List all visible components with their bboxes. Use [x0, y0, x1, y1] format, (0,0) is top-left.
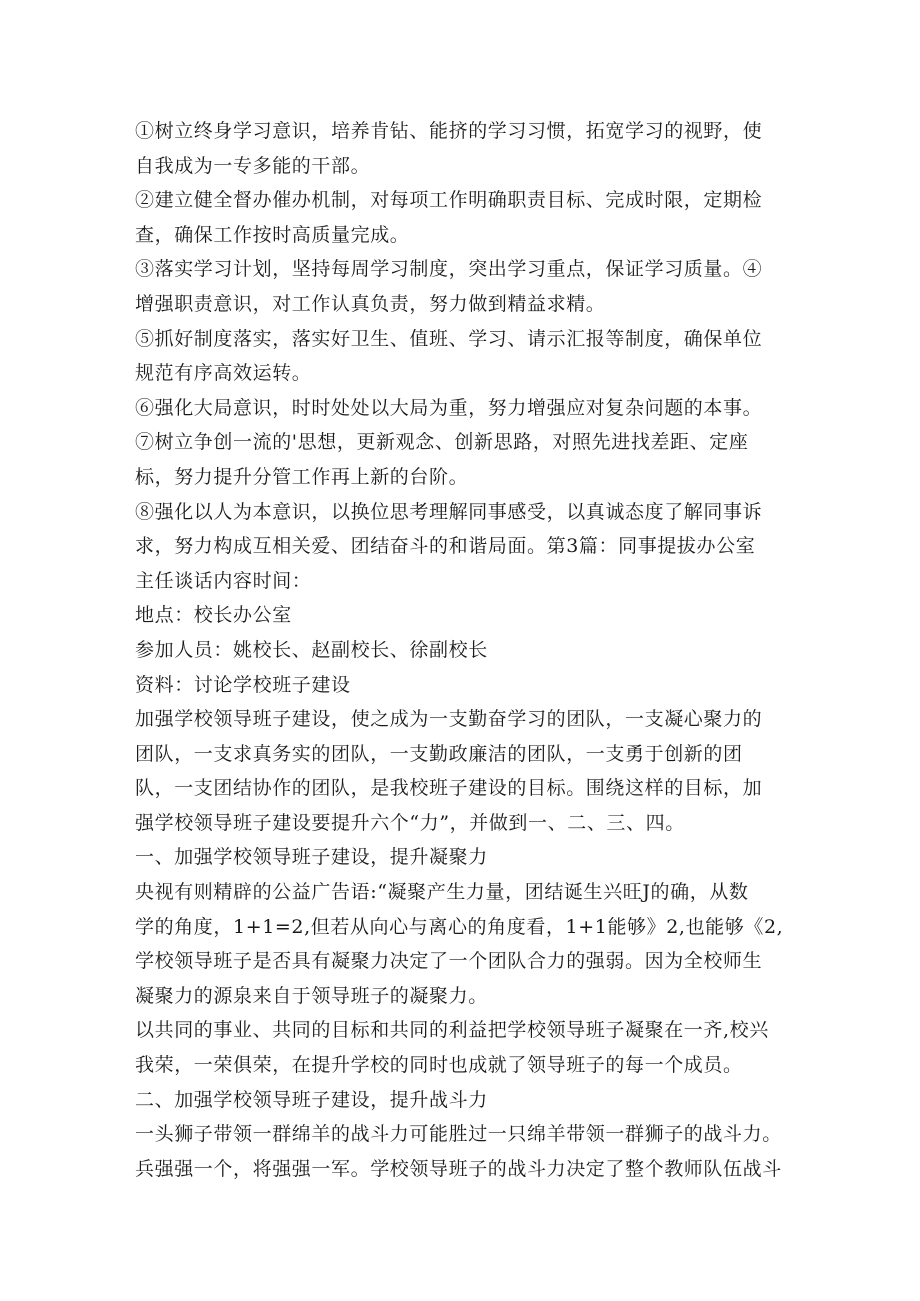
text-line: 学的角度，1+1=2,但若从向心与离心的角度看，1+1能够》2,也能够《2,	[135, 915, 784, 938]
text-line: ⑦树立争创一流的'思想，更新观念、创新思路，对照先进找差距、定座	[135, 431, 749, 454]
text-line: ⑥强化大局意识，时时处处以大局为重，努力增强应对复杂问题的本事。	[135, 396, 763, 419]
text-line: ③落实学习计划，坚持每周学习制度，突出学习重点，保证学习质量。④	[135, 258, 763, 281]
text-line: 加强学校领导班子建设，使之成为一支勤奋学习的团队，一支凝心聚力的	[135, 708, 763, 731]
text-line: ⑤抓好制度落实，落实好卫生、值班、学习、请示汇报等制度，确保单位	[135, 327, 763, 350]
text-line: 央视有则精辟的公益广告语:“凝聚产生力量，团结诞生兴旺J的确，从数	[135, 881, 749, 904]
text-line: 团队，一支求真务实的团队，一支勤政廉洁的团队，一支勇于创新的团	[135, 742, 743, 765]
text-line: 标，努力提升分管工作再上新的台阶。	[135, 465, 469, 488]
text-line: 兵强强一个，将强强一军。学校领导班子的战斗力决定了整个教师队伍战斗	[135, 1157, 782, 1180]
text-line: 强学校领导班子建设要提升六个“力”，并做到一、二、三、四。	[135, 811, 685, 834]
text-line: ①树立终身学习意识，培养肯钻、能挤的学习习惯，拓宽学习的视野，使	[135, 120, 763, 142]
text-line: 规范有序高效运转。	[135, 362, 312, 385]
document-body	[135, 114, 795, 1186]
text-line: 以共同的事业、共同的目标和共同的利益把学校领导班子凝聚在一齐,校兴	[135, 1019, 769, 1042]
text-line: 一、加强学校领导班子建设，提升凝聚力	[135, 846, 488, 869]
text-line: 资料：讨论学校班子建设	[135, 673, 351, 696]
text-line: 主任谈话内容时间：	[135, 569, 312, 592]
text-line: 凝聚力的源泉来自于领导班子的凝聚力。	[135, 984, 488, 1007]
text-line: 求，努力构成互相关爱、团结奋斗的和谐局面。第3篇：同事提拔办公室	[135, 535, 756, 558]
text-line: 一头狮子带领一群绵羊的战斗力可能胜过一只绵羊带领一群狮子的战斗力。	[135, 1123, 782, 1146]
text-line: 增强职责意识，对工作认真负责，努力做到精益求精。	[135, 292, 606, 315]
text-line: 学校领导班子是否具有凝聚力决定了一个团队合力的强弱。因为全校师生	[135, 950, 763, 973]
text-line: 我荣，一荣俱荣，在提升学校的同时也成就了领导班子的每一个成员。	[135, 1054, 743, 1077]
text-line: 地点：校长办公室	[135, 604, 292, 627]
text-line: ②建立健全督办催办机制，对每项工作明确职责目标、完成时限，定期检	[135, 189, 763, 212]
text-line: ⑧强化以人为本意识，以换位思考理解同事感受，以真诚态度了解同事诉	[135, 500, 763, 523]
text-line: 查，确保工作按时高质量完成。	[135, 223, 410, 246]
text-line: 自我成为一专多能的干部。	[135, 154, 371, 177]
text-line: 队，一支团结协作的团队，是我校班子建设的目标。围绕这样的目标，加	[135, 777, 763, 800]
text-line: 参加人员：姚校长、赵副校长、徐副校长	[135, 638, 488, 661]
text-line: 二、加强学校领导班子建设，提升战斗力	[135, 1088, 488, 1111]
